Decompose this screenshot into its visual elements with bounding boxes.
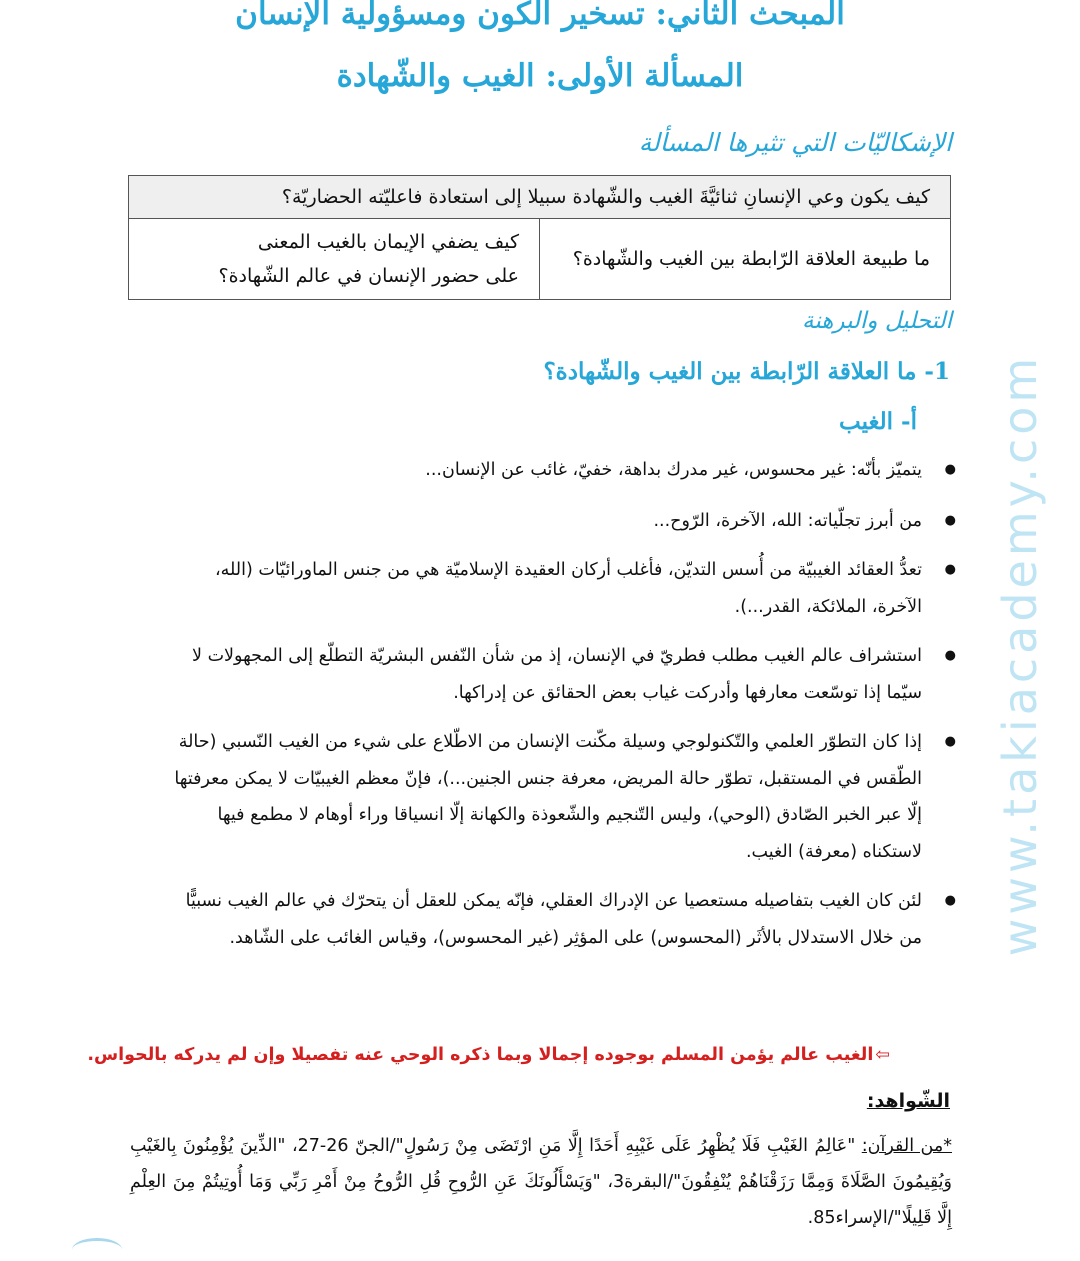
analysis-subheading: 1- ما العلاقة الرّابطة بين الغيب والشّهادة؟	[543, 358, 950, 385]
quran-lead: *من القرآن:	[861, 1136, 952, 1156]
summary-note-text: الغيب عالم يؤمن المسلم بوجوده إجمالا وبما ذكره الوحي عنه تفصيلا وإن لم يدركه بالحواس.	[87, 1045, 874, 1065]
section-title: المبحث الثاني: تسخير الكون ومسؤولية الإنسان	[235, 0, 845, 32]
problems-heading: الإشكاليّات التي تثيرها المسألة	[638, 128, 952, 157]
ghayb-bullet-list	[167, 452, 922, 969]
list-item: ● استشراف عالم الغيب مطلب فطريّ في الإنسان، إذ من شأن النّفس البشريّة التطلّع إلى المجهولات لا سيّما إذا توسّعت معارفها وأدركت غياب بعض الحقائق عن إدراكها.	[167, 638, 922, 711]
quran-evidence	[130, 1128, 952, 1236]
list-item: ● من أبرز تجلّياته: الله، الآخرة، الرّوح...	[167, 503, 922, 540]
watermark: www.takiacademy.com	[993, 353, 1047, 957]
list-item: ● تعدُّ العقائد الغيبيّة من أُسس التديّن، فأغلب أركان العقيدة الإسلاميّة هي من جنس الماورائيّات (الله، الآخرة، الملائكة، القدر...).	[167, 552, 922, 625]
point-title: أ- الغيب	[839, 408, 917, 435]
summary-note	[87, 1045, 890, 1065]
question-right: ما طبيعة العلاقة الرّابطة بين الغيب والشّهادة؟	[540, 219, 951, 300]
question-left-line1: كيف يضفي الإيمان بالغيب المعنى	[257, 231, 519, 253]
quran-text: "عَالِمُ الغَيْبِ فَلَا يُظْهِرُ عَلَى غَيْبِهِ أَحَدًا إِلَّا مَنِ ارْتَضَى مِنْ رَسُولٍ"/الجنّ 26-27، "الذِّينَ يُؤْمِنُونَ بِالغَيْبِ وَيُقِيمُونَ الصَّلَاةَ وَمِمَّا رَزَقْنَاهُمْ يُنْفِقُونَ"/البقرة3، "وَيَسْأَلُونَكَ عَنِ الرُّوحِ قُلِ الرُّوحُ مِنْ أَمْرِ رَبِّي وَمَا أُوتِيتُمْ مِنَ العِلْمِ إِلَّا قَلِيلًا"/الإسراء85.	[130, 1136, 952, 1228]
problems-table	[128, 175, 951, 300]
logo-fragment	[72, 1238, 122, 1261]
list-item: ● يتميّز بأنّه: غير محسوس، غير مدرك بداهة، خفيّ، غائب عن الإنسان...	[167, 452, 922, 489]
table-row	[129, 219, 951, 300]
main-question: كيف يكون وعي الإنسانِ ثنائيَّةَ الغيب والشّهادة سبيلا إلى استعادة فاعليّته الحضاريّة؟	[129, 176, 951, 219]
evidence-heading: الشّواهد:	[866, 1090, 950, 1112]
question-left	[129, 219, 540, 300]
analysis-heading: التحليل والبرهنة	[801, 308, 952, 334]
question-left-line2: على حضور الإنسان في عالم الشّهادة؟	[218, 265, 519, 287]
list-item: ● لئن كان الغيب بتفاصيله مستعصيا عن الإدراك العقلي، فإنّه يمكن للعقل أن يتحرّك في عالم الغيب نسبيًّا من خلال الاستدلال بالأثَر (المحسوس) على المؤثِر (غير المحسوس)، وقياس الغائب على الشّاهد.	[167, 883, 922, 956]
list-item: ● إذا كان التطوّر العلمي والتّكنولوجي وسيلة مكّنت الإنسان من الاطّلاع على شيء من الغيب النّسبي (حالة الطّقس في المستقبل، تطوّر حالة المريض، معرفة جنس الجنين...)، فإنّ معظم الغيبيّات لا يمكن معرفتها إلّا عبر الخبر الصّادق (الوحي)، وليس التّنجيم والشّعوذة والكهانة إلّا انسياقا وراء أوهام لا مطمع فيها لاستكناه (معرفة) الغيب.	[167, 724, 922, 870]
issue-title: المسألة الأولى: الغيب والشّهادة	[336, 58, 744, 94]
arrow-left-icon: ⇦	[875, 1045, 890, 1065]
table-row	[129, 176, 951, 219]
